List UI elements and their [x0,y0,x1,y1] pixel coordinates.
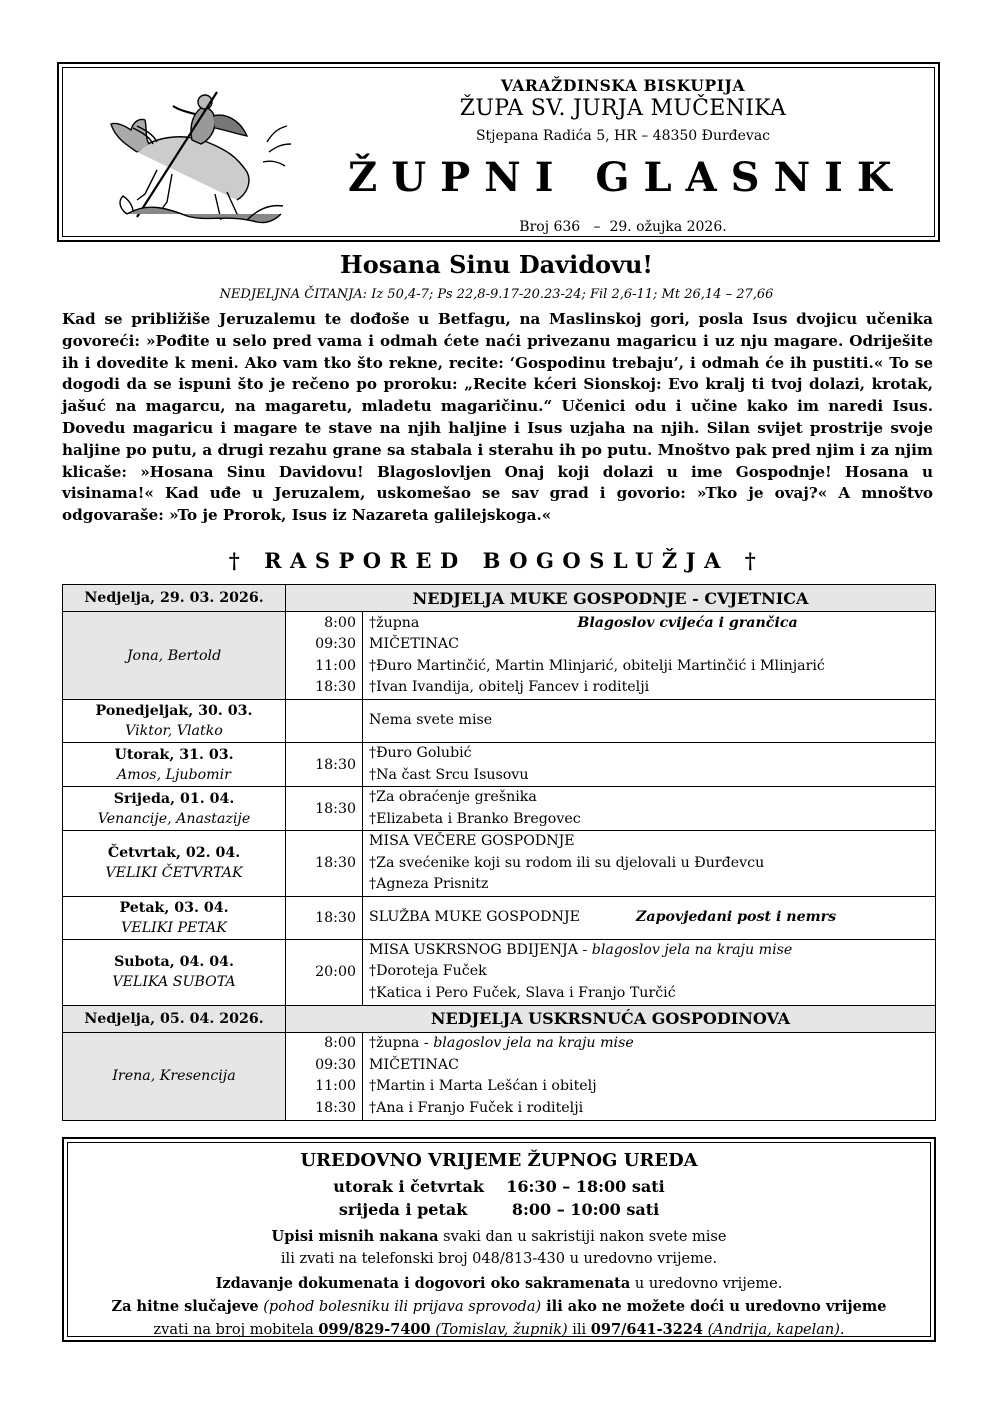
info-bold: ili ako ne možete doći u uredovno vrijeme [541,1298,887,1315]
blessing-note: Blagoslov cvijeća i grančica [577,614,798,631]
no-mass-text: Nema svete mise [369,712,493,729]
day-saints: Viktor, Vlatko [125,723,223,739]
day-saints: VELIKA SUBOTA [112,974,236,990]
table-row [63,831,936,897]
fasting-note: Zapovjedani post i nemrs [636,908,837,925]
office-hours-title: UREDOVNO VRIJEME ŽUPNOG UREDA [300,1150,698,1171]
day-saints: VELIKI ČETVRTAK [105,865,243,882]
service-name: SLUŽBA MUKE GOSPODNJE [369,908,581,925]
mass-time: 11:00 [315,657,356,674]
mass-intention-info [68,1226,930,1248]
mass-schedule-table [62,584,936,1121]
day-saints: Irena, Kresencija [112,1068,236,1084]
intention: †Ivan Ivandija, obitelj Fancev i roditelji [369,679,650,695]
intention: †župna [369,614,420,631]
intention: †Martin i Marta Lešćan i obitelj [369,1078,597,1094]
mass-intentions [363,896,936,939]
day-saints: VELIKI PETAK [121,919,227,936]
office-hours-box [62,1137,936,1342]
intention: †župna - [369,1035,434,1051]
issue-number-date: Broj 636 – 29. ožujka 2026. [519,219,727,235]
table-row [63,787,936,831]
mass-intentions [363,612,936,700]
day-name: Četvrtak, 02. 04. [107,845,241,862]
mass-time: 20:00 [286,939,363,1005]
mass-time: 8:00 [324,614,356,631]
info-italic: (pohod bolesniku ili prijava sprovoda) [258,1299,542,1315]
mass-times [286,612,363,700]
article-title: Hosana Sinu Davidovu! [340,250,653,279]
mass-intentions [363,939,936,1005]
office-hours-inner-frame [67,1142,931,1337]
mass-time: 18:30 [315,1099,356,1116]
table-row [63,612,936,700]
sunday-feast: NEDJELJA MUKE GOSPODNJE - CVJETNICA [286,585,936,612]
mass-time: 18:30 [286,896,363,939]
intention-line [369,1033,929,1055]
info-text: svaki dan u sakristiji nakon svete mise [438,1229,727,1245]
table-row [63,1032,936,1120]
table-row [63,939,936,1005]
mass-time: 09:30 [315,636,356,652]
masthead [57,62,940,242]
parish-address: Stjepana Radića 5, HR – 48350 Đurđevac [475,128,771,144]
office-hours-line: utorak i četvrtak 16:30 – 18:00 sati [333,1177,665,1196]
mass-time: 18:30 [315,679,356,695]
day-saints: Venancije, Anastazije [97,810,251,827]
sunday-feast: NEDJELJA USKRSNUĆA GOSPODINOVA [286,1005,936,1032]
emergency-info [68,1296,930,1318]
table-row [63,700,936,743]
intention: MIČETINAC [369,636,459,652]
pastor-name: (Tomislav, župnik) [430,1322,568,1338]
info-text: zvati na broj mobitela [153,1322,319,1338]
info-bold: Za hitne slučajeve [111,1298,259,1315]
info-text: ili [567,1322,591,1338]
mass-time: 18:30 [286,743,363,787]
blessing-note: blagoslov jela na kraju mise [433,1035,634,1051]
info-text: u uredovno vrijeme. [630,1276,783,1292]
day-name: Subota, 04. 04. [114,954,234,970]
emergency-phones [68,1319,930,1341]
info-bold: Izdavanje dokumenata i dogovori oko sakramenata [215,1275,631,1292]
table-row [63,585,936,612]
schedule-title: † RASPORED BOGOSLUŽJA † [228,548,765,573]
intention: †Đuro Martinčić, Martin Mlinjarić, obitelji Martinčić i Mlinjarić [369,657,825,674]
mass-time: 8:00 [324,1035,356,1051]
table-row [63,1005,936,1032]
sunday-readings: NEDJELJNA ČITANJA: Iz 50,4-7; Ps 22,8-9.17-20.23-24; Fil 2,6-11; Mt 26,14 – 27,66 [219,287,774,302]
intention: †Za obraćenje grešnika [369,789,537,805]
mass-time: 18:30 [286,831,363,897]
mass-times [286,1032,363,1120]
vigil-note: blagoslov jela na kraju mise [591,941,793,958]
intention: †Đuro Golubić [369,745,472,761]
day-saints: Amos, Ljubomir [117,766,231,783]
pastor-phone: 099/829-7400 [318,1321,431,1338]
mass-intentions [363,787,936,831]
mass-intentions [363,743,936,787]
parish-name: ŽUPA SV. JURJA MUČENIKA [459,96,787,121]
mass-time: 09:30 [315,1056,356,1073]
gospel-text: Kad se približiše Jeruzalemu te dođoše u Betfagu, na Maslinskoj gori, posla Isus dvojicu učenika govoreći: »Pođite u selo pred vama i odmah ćete naći privezanu magaricu i uz nju magare. Odriješite ih i dovedite k meni. Ako vam tko što rekne, recite: ‘Gospodinu trebaju’, i odmah će ih pustiti.« To se dogodi da se ispuni što je rečeno po proroku: „Recite kćeri Sionskoj: Evo kralj ti tvoj dolazi, krotak, jašuć na magarcu, na magaretu, mladetu magaričinu.“ Učenici odu i učine kako im naredi Isus. Dovedu magaricu i magare te stave na njih haljine i Isus uzjaha na njih. Silan svijet prostrije svoje haljine po putu, a drugi rezahu grane sa stabala i sterahu ih po putu. Mnoštvo pak pred njim i za njim klicaše: »Hosana Sinu Davidovu! Blagoslovljen Onaj koji dolazi u ime Gospodnje! Hosana u visinama!« Kad uđe u Jeruzalem, uskomešao se sav grad i govorio: »Tko je ovaj?« A mnoštvo odgovaraše: »To je Prorok, Isus iz Nazareta galilejskoga.« [62,310,933,525]
intention-line [369,940,929,962]
sunday-date: Nedjelja, 29. 03. 2026. [63,585,286,612]
mass-time: 11:00 [315,1078,356,1094]
bulletin-title: ŽUPNI GLASNIK [348,154,906,201]
sunday-date: Nedjelja, 05. 04. 2026. [63,1005,286,1032]
table-row [63,743,936,787]
mass-intentions [363,1032,936,1120]
table-row [63,896,936,939]
intention: MISA VEČERE GOSPODNJE [369,833,575,849]
intention: †Agneza Prisnitz [369,876,489,892]
intention: †Na čast Srcu Isusovu [369,766,529,783]
day-name: Ponedjeljak, 30. 03. [95,703,253,719]
intention: †Katica i Pero Fuček, Slava i Franjo Turčić [369,984,676,1001]
diocese-name: VARAŽDINSKA BISKUPIJA [500,76,746,95]
intention: †Ana i Franjo Fuček i roditelji [369,1099,584,1116]
intention-line [369,613,929,635]
intention: †Za svećenike koji su rodom ili su djelovali u Đurđevcu [369,854,765,871]
info-bold: Upisi misnih nakana [271,1228,439,1245]
intention: †Elizabeta i Branko Bregovec [369,810,581,827]
st-george-dragon-icon [97,82,297,232]
mass-time: 18:30 [286,787,363,831]
day-name: Utorak, 31. 03. [114,746,234,763]
intention: MIČETINAC [369,1056,459,1073]
mass-times [286,700,363,743]
intention-line [369,907,929,929]
mass-intentions [363,831,936,897]
mass-intentions [363,700,936,743]
office-hours-line: srijeda i petak 8:00 – 10:00 sati [338,1200,660,1219]
phone-info: ili zvati na telefonski broj 048/813-430 u uredovno vrijeme. [280,1251,718,1267]
masthead-inner-frame [62,67,935,237]
day-name: Srijeda, 01. 04. [113,790,235,807]
day-name: Petak, 03. 04. [119,899,229,916]
vigil-name: MISA USKRSNOG BDIJENJA - [369,941,592,958]
chaplain-name: (Andrija, kapelan). [703,1322,845,1338]
day-saints: Jona, Bertold [126,647,222,664]
chaplain-phone: 097/641-3224 [590,1321,704,1338]
documents-info [68,1273,930,1295]
intention: †Doroteja Fuček [369,963,487,980]
